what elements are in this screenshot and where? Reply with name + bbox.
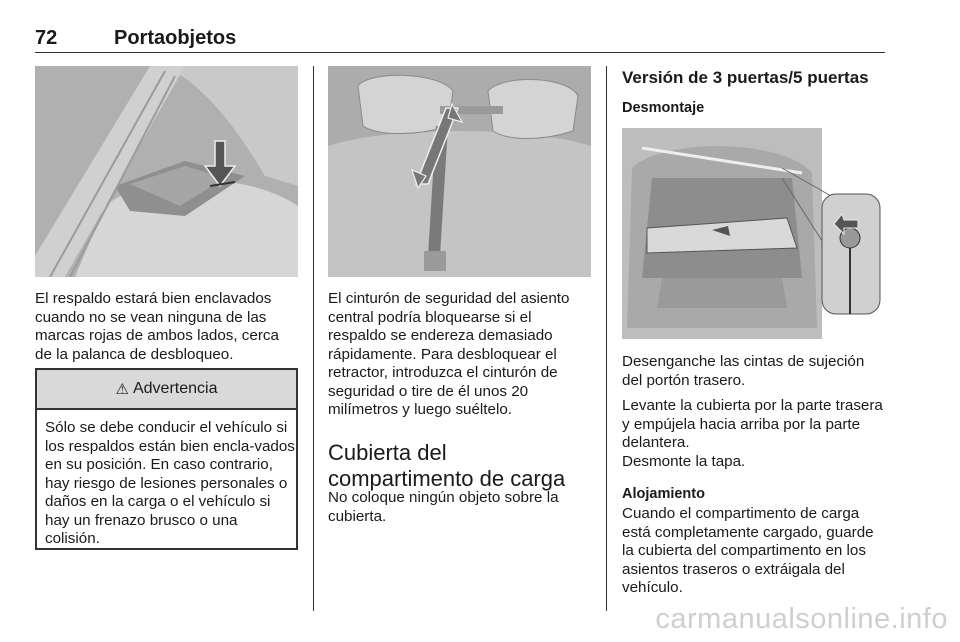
seat-release-lever-illustration	[35, 66, 298, 277]
load-cover-heading: Cubierta del compartimento de carga	[328, 440, 566, 491]
page-title: Portaobjetos	[114, 27, 237, 49]
lift-cover-paragraph: Levante la cubierta por la parte trasera y empújela hacia arriba por la parte delantera.	[622, 397, 883, 451]
warning-triangle-icon: ⚠	[115, 381, 129, 398]
storage-subheading: Alojamiento	[622, 486, 705, 502]
removal-subheading: Desmontaje	[622, 100, 705, 116]
remove-cover-paragraph: Desmonte la tapa.	[622, 453, 746, 470]
watermark: carmanualsonline.info	[655, 603, 948, 635]
page-number: 72	[35, 27, 58, 49]
page-header	[35, 24, 885, 53]
storage-paragraph: Cuando el compartimento de carga está completamente cargado, guarde la cubierta del compartimento en los asientos traseros o extráigala del vehículo.	[622, 505, 874, 596]
warning-text: Sólo se debe conducir el vehículo si los respaldos están bien encla-vados en su posición. En caso contrario, hay riesgo de lesiones personales o daños en la carga o el vehículo si hay un frenazo brusco o una colisión.	[45, 419, 295, 547]
load-cover-illustration	[622, 128, 885, 339]
seat-lock-paragraph: El respaldo estará bien enclavados cuando no se vean ninguna de las marcas rojas de ambos lados, cerca de la palanca de desbloqueo.	[35, 290, 279, 363]
column-divider	[313, 66, 314, 611]
version-heading: Versión de 3 puertas/5 puertas	[622, 68, 869, 87]
load-cover-paragraph: No coloque ningún objeto sobre la cubierta.	[328, 489, 559, 525]
warning-box	[35, 368, 298, 550]
column-divider	[606, 66, 607, 611]
unhook-straps-paragraph: Desenganche las cintas de sujeción del portón trasero.	[622, 353, 865, 389]
seat-belt-paragraph: El cinturón de seguridad del asiento central podría bloquearse si el respaldo se endereza demasiado rápidamente. Para desbloquear el retractor, introduzca el cinturón de seguridad o tire de él unos 20 milímetros y luego suéltelo.	[328, 290, 570, 418]
seat-belt-illustration	[328, 66, 591, 277]
warning-header	[37, 370, 296, 410]
warning-title: Advertencia	[132, 380, 218, 397]
